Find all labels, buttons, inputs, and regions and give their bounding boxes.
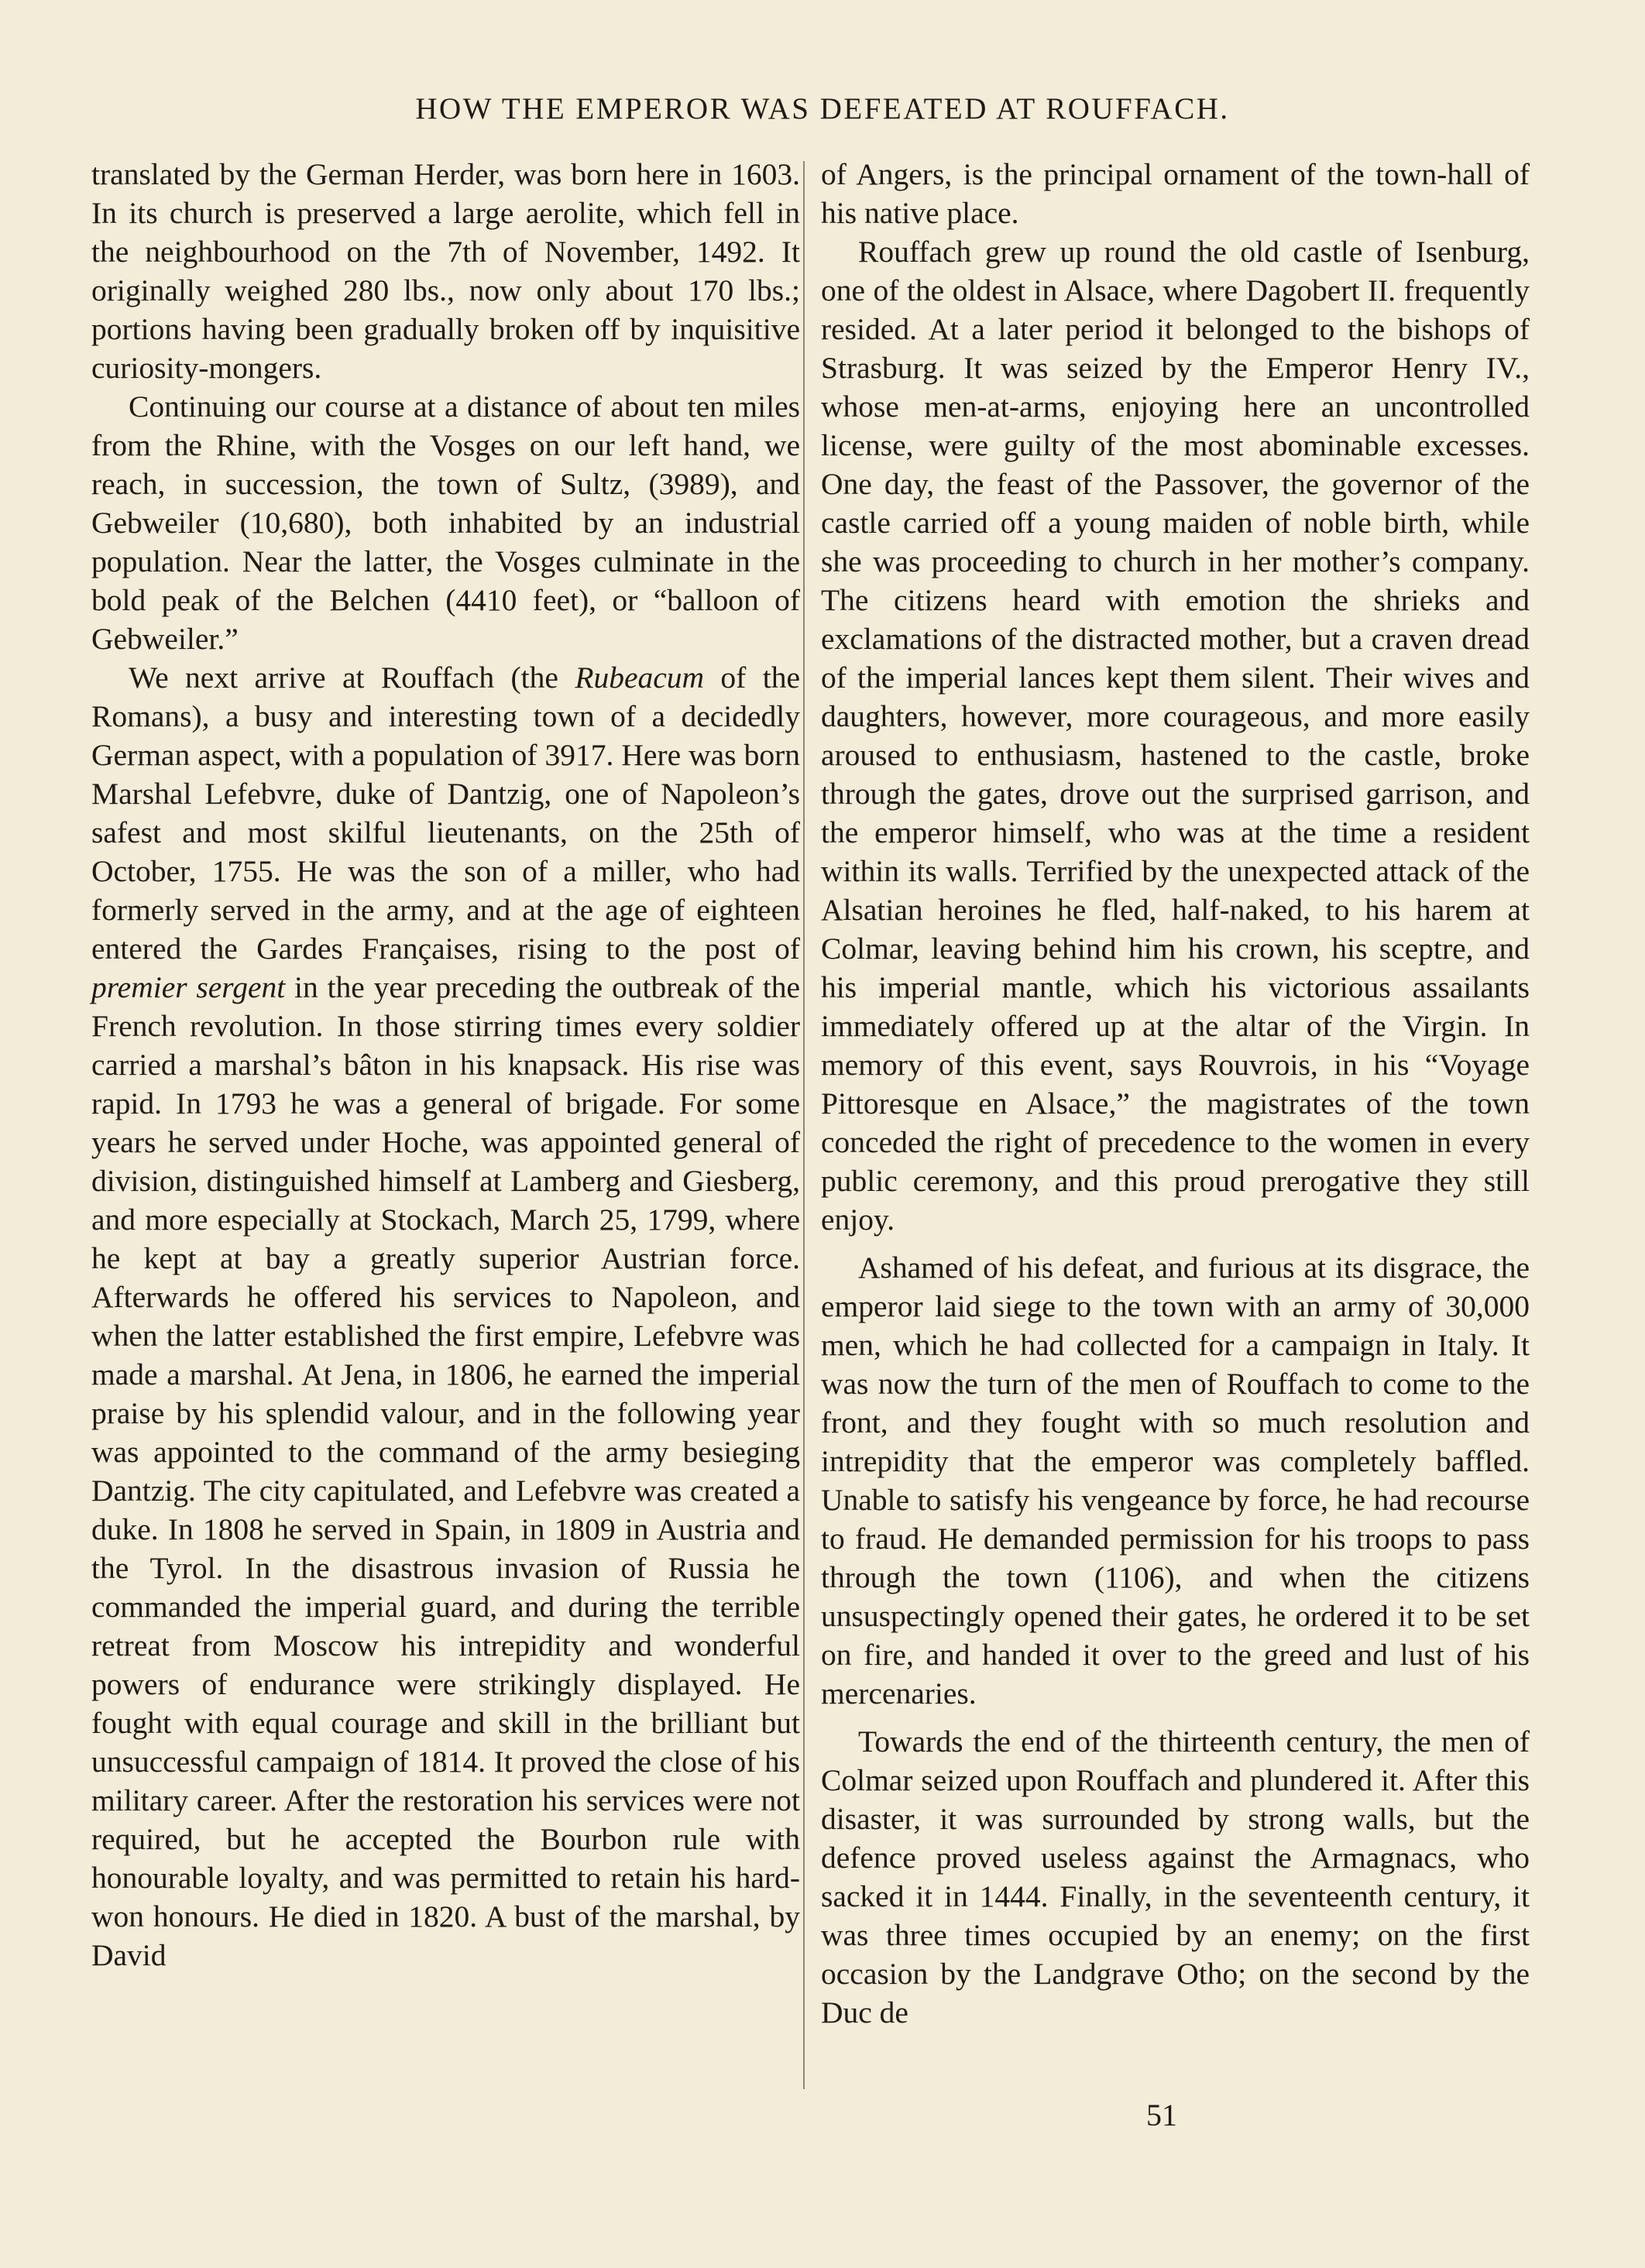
- paragraph: [91, 658, 800, 1975]
- paragraph: Continuing our course at a distance of about ten miles from the Rhine, with the Vosges on our left hand, we reach, in succession, the town of Sultz, (3989), and Gebweiler (10,680), both inhabited by an industrial population. Near the latter, the Vosges culminate in the bold peak of the Belchen (4410 feet), or “balloon of Gebweiler.”: [91, 389, 800, 656]
- paragraph: translated by the German Herder, was born here in 1603. In its church is preserved a large aerolite, which fell in the neighbourhood on the 7th of November, 1492. It originally weighed 280 lbs., now only about 170 lbs.; portions having been gradually broken off by inquisitive curiosity-mongers.: [91, 157, 800, 385]
- paragraph: Rouffach grew up round the old castle of Isenburg, one of the oldest in Alsace, where Dagobert II. frequently resided. At a later period it belonged to the bishops of Strasburg. It was seized by the Emperor Henry IV., whose men-at-arms, enjoying here an uncontrolled license, were guilty of the most abominable excesses. One day, the feast of the Passover, the governor of the castle carried off a young maiden of noble birth, while she was proceeding to church in her mother’s company. The citizens heard with emotion the shrieks and exclamations of the distracted mother, but a craven dread of the imperial lances kept them silent. Their wives and daughters, however, more courageous, and more easily aroused to enthusiasm, hastened to the castle, broke through the gates, drove out the surprised garrison, and the emperor himself, who was at the time a resident within its walls. Terrified by the unexpected attack of the Alsatian heroines he fled, half-naked, to his harem at Colmar, leaving behind him his crown, his sceptre, and his imperial mantle, which his victorious assailants immediately offered up at the altar of the Virgin. In memory of this event, says Rouvrois, in his “Voyage Pittoresque en Alsace,” the magistrates of the town conceded the right of precedence to the women in every public ceremony, and this proud prerogative they still enjoy.: [821, 235, 1530, 1237]
- italic-term: Rubeacum: [575, 660, 705, 695]
- running-header: HOW THE EMPEROR WAS DEFEATED AT ROUFFACH.: [415, 92, 1230, 125]
- paragraph-text: We next arrive at Rouffach (the: [129, 660, 575, 695]
- paragraph: Ashamed of his defeat, and furious at its disgrace, the emperor laid siege to the town with an army of 30,000 men, which he had collected for a campaign in Italy. It was now the turn of the men of Rouffach to come to the front, and they fought with so much resolution and intrepidity that the emperor was completely baffled. Unable to satisfy his vengeance by force, he had recourse to fraud. He demanded permission for his troops to pass through the town (1106), and when the citizens unsuspectingly opened their gates, he ordered it to be set on fire, and handed it over to the greed and lust of his mercenaries.: [821, 1251, 1530, 1710]
- page-number: 51: [1146, 2098, 1177, 2132]
- italic-term: premier sergent: [91, 970, 286, 1004]
- paragraph: of Angers, is the principal ornament of the town-hall of his native place.: [821, 157, 1530, 230]
- paragraph-text: in the year preceding the outbreak of the French revolution. In those stirring times every soldier carried a marshal’s bâton in his knapsack. His rise was rapid. In 1793 he was a general of brigade. For some years he served under Hoche, was appointed general of division, distinguished himself at Lamberg and Giesberg, and more especially at Stockach, March 25, 1799, where he kept at bay a greatly superior Austrian force. Afterwards he offered his services to Napoleon, and when the latter established the first empire, Lefebvre was made a marshal. At Jena, in 1806, he earned the imperial praise by his splendid valour, and in the following year was appointed to the command of the army besieging Dantzig. The city capitulated, and Lefebvre was created a duke. In 1808 he served in Spain, in 1809 in Austria and the Tyrol. In the disastrous invasion of Russia he commanded the imperial guard, and during the terrible retreat from Moscow his intrepidity and wonderful powers of endurance were strikingly displayed. He fought with equal courage and skill in the brilliant but unsuccessful campaign of 1814. It proved the close of his military career. After the restoration his services were not required, but he accepted the Bourbon rule with honourable loyalty, and was permitted to retain his hard-won honours. He died in 1820. A bust of the marshal, by David: [91, 970, 800, 1972]
- column-rule: [803, 161, 805, 2089]
- paragraph: Towards the end of the thirteenth century, the men of Colmar seized upon Rouffach and plundered it. After this disaster, it was surrounded by strong walls, but the defence proved useless against the Armagnacs, who sacked it in 1444. Finally, in the seventeenth century, it was three times occupied by an enemy; on the first occasion by the Landgrave Otho; on the second by the Duc de: [821, 1724, 1530, 2030]
- paragraph-text: of the Romans), a busy and interesting town of a decidedly German aspect, with a population of 3917. Here was born Marshal Lefebvre, duke of Dantzig, one of Napoleon’s safest and most skilful lieutenants, on the 25th of October, 1755. He was the son of a miller, who had formerly served in the army, and at the age of eighteen entered the Gardes Françaises, rising to the post of: [91, 660, 800, 966]
- right-column: [821, 155, 1530, 2032]
- left-column: [91, 155, 800, 1975]
